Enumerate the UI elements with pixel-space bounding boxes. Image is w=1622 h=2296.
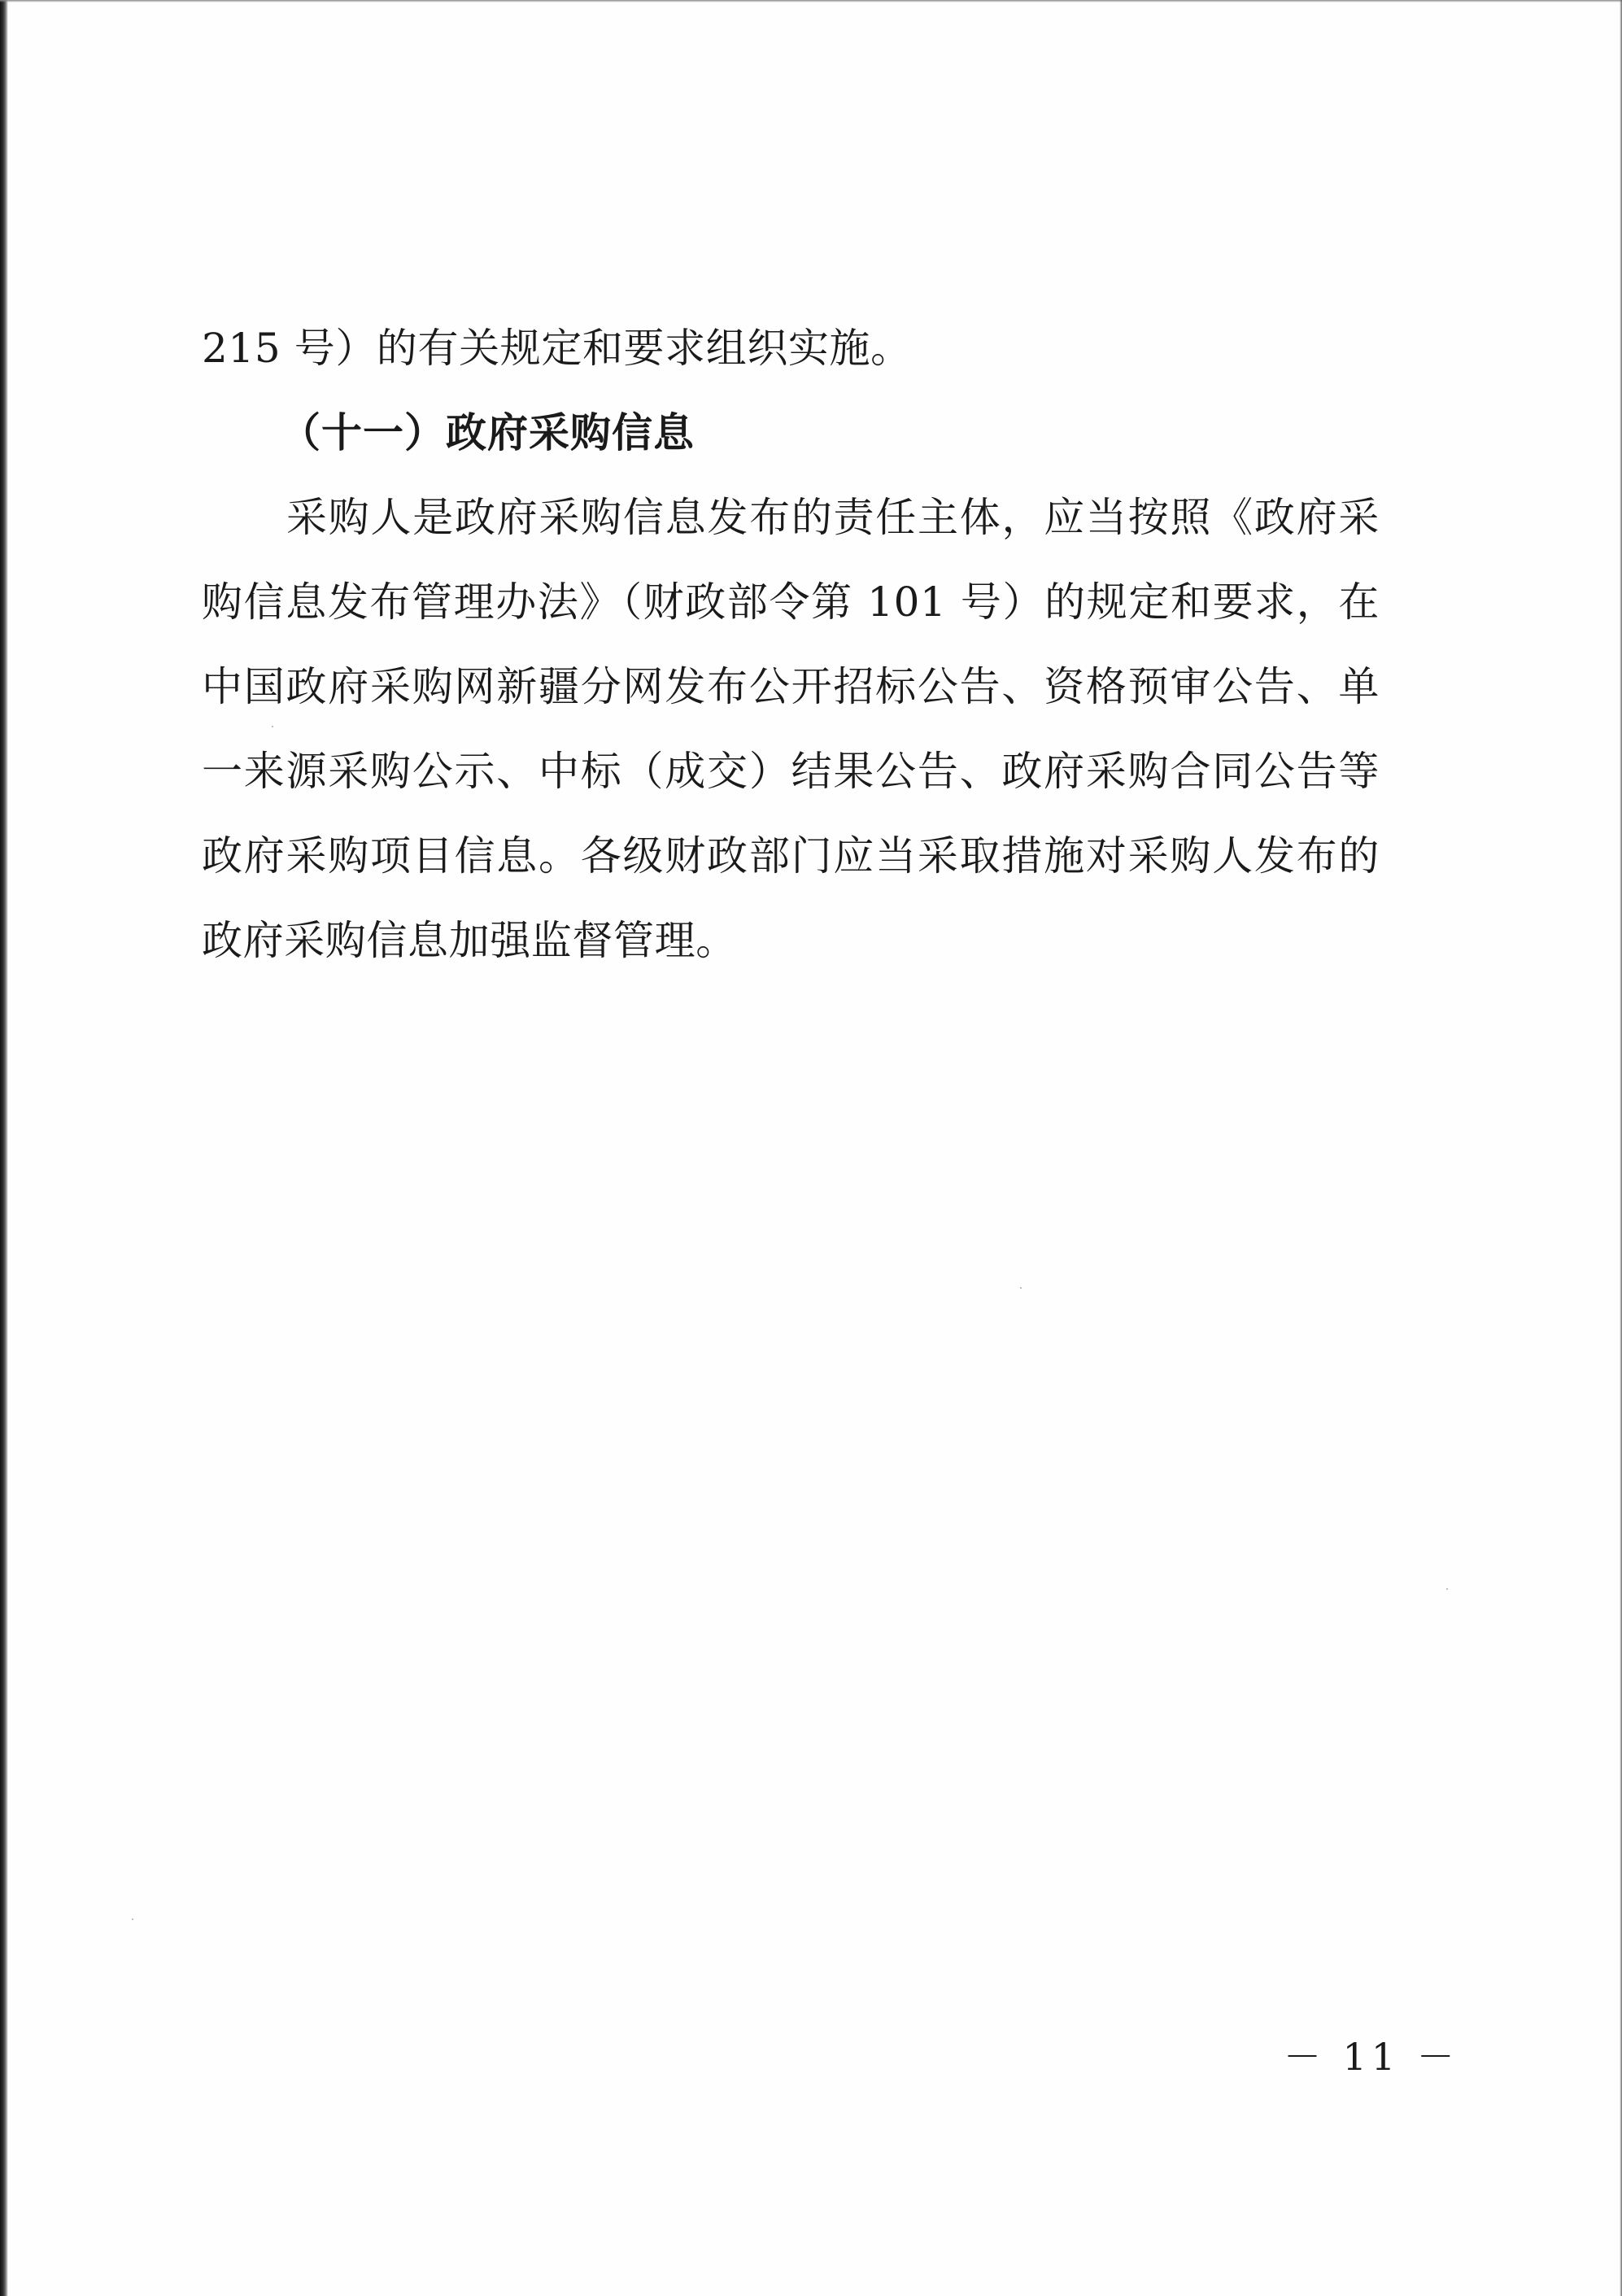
scan-speck	[1446, 1588, 1448, 1590]
scan-speck	[272, 726, 273, 727]
scan-speck	[1020, 1287, 1022, 1289]
paragraph-line: 一来源采购公示、中标（成交）结果公告、政府采购合同公告等	[202, 748, 1380, 795]
scan-binding-edge	[0, 0, 8, 2296]
paragraph-line: 政府采购项目信息。各级财政部门应当采取措施对采购人发布的	[202, 832, 1380, 880]
paragraph-line: 采购人是政府采购信息发布的责任主体，应当按照《政府采	[286, 494, 1380, 541]
paragraph-line: 中国政府采购网新疆分网发布公开招标公告、资格预审公告、单	[202, 663, 1380, 710]
scan-speck	[132, 1918, 133, 1920]
body-text	[202, 306, 1380, 983]
paragraph-continuation-line: 215 号）的有关规定和要求组织实施。	[202, 325, 912, 372]
paragraph-line: 购信息发布管理办法》（财政部令第 101 号）的规定和要求，在	[202, 578, 1380, 626]
section-heading: （十一）政府采购信息	[280, 409, 695, 456]
scan-top-edge	[0, 0, 1622, 2]
page-number: － 11 －	[1284, 2035, 1459, 2079]
paragraph-line: 政府采购信息加强监督管理。	[202, 917, 737, 964]
